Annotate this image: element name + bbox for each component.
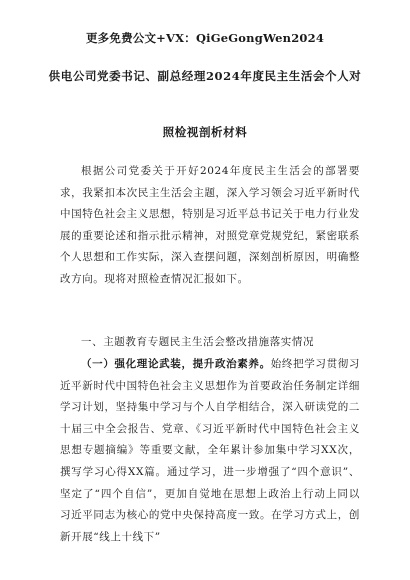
intro-paragraph: 根据公司党委关于开好2024年度民主生活会的部署要求，我紧扣本次民主生活会主题，深入学习领会习近平新时代中国特色社会主义思想，特别是习近平总书记关于电力行业发展的重要论述和指示批示精神，对照党章党规党纪，紧密联系个人思想和工作实际，深入查摆问题，深刻剖析原因，明确整改方向。现将对照检查情况汇报如下。 <box>60 165 360 285</box>
subsection-heading: （一）强化理论武装，提升政治素养。 <box>81 358 271 370</box>
document-title-line2: 照检视剖析材料 <box>162 125 248 139</box>
section-heading: 一、主题教育专题民主生活会整改措施落实情况 <box>81 336 315 348</box>
document-title-line1: 供电公司党委书记、副总经理2024年度民主生活会个人对 <box>48 69 362 83</box>
subsection-paragraph <box>60 354 360 548</box>
subsection-text: 始终把学习贯彻习近平新时代中国特色社会主义思想作为首要政治任务制定详细学习计划，坚持集中学习与个人自学相结合，深入研读党的二十届三中全会报告、党章、《习近平新时代中国特色社会主义思想专题摘编》等重要文献，全年累计参加集中学习XX次，撰写学习心得XX篇。通过学习，进一步增强了“四个意识”、坚定了“四个自信”，更加自觉地在思想上政治上行动上同以习近平同志为核心的党中央保持高度一致。在学习方式上，创新开展“线上十线下” <box>60 358 360 543</box>
document-header: 更多免费公文+VX：QiGeGongWen2024 <box>85 31 325 45</box>
